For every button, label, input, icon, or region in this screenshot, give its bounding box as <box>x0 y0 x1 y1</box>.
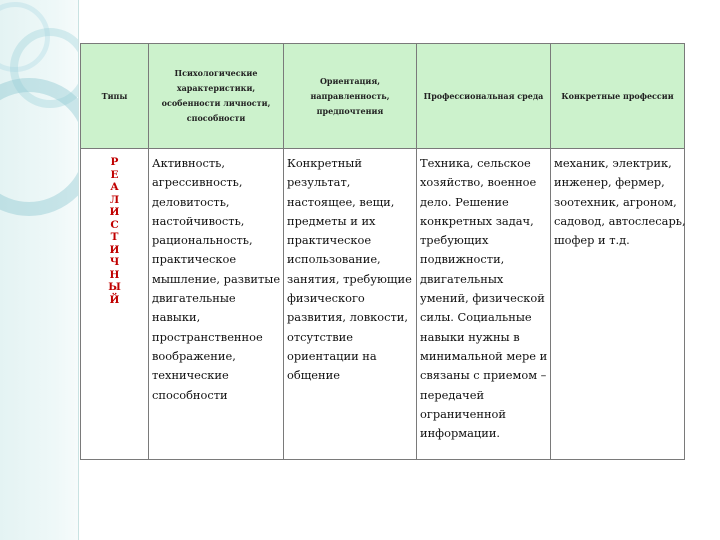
decorative-side-panel <box>0 0 79 540</box>
type-letters: Р Е А Л И С Т И Ч Н Ы Й <box>108 156 121 306</box>
type-realistic-cell <box>81 149 149 460</box>
header-orientation: Ориентация, направленность, предпочтения <box>284 44 417 149</box>
header-types: Типы <box>81 44 149 149</box>
table-header-row <box>81 44 685 149</box>
header-professions: Конкретные профессии <box>551 44 685 149</box>
psychological-cell: Активность, агрессивность, деловитость, настойчивость, рациональность, практическое мышление, развитые двигательные навыки, пространственное воображение, технические способности <box>149 149 284 460</box>
professional-types-table <box>80 43 685 460</box>
header-psychological: Психологические характеристики, особенности личности, способности <box>149 44 284 149</box>
header-environment: Профессиональная среда <box>417 44 551 149</box>
orientation-cell: Конкретный результат, настоящее, вещи, предметы и их практическое использование, занятия, требующие физического развития, ловкости, отсутствие ориентации на общение <box>284 149 417 460</box>
table-row <box>81 149 685 460</box>
environment-cell: Техника, сельское хозяйство, военное дело. Решение конкретных задач, требующих подвижности, двигательных умений, физической силы. Социальные навыки нужны в минимальной мере и связаны с приемом – передачей ограниченной информации. <box>417 149 551 460</box>
professions-cell: механик, электрик, инженер, фермер, зоотехник, агроном, садовод, автослесарь, шофер и т.д. <box>551 149 685 460</box>
